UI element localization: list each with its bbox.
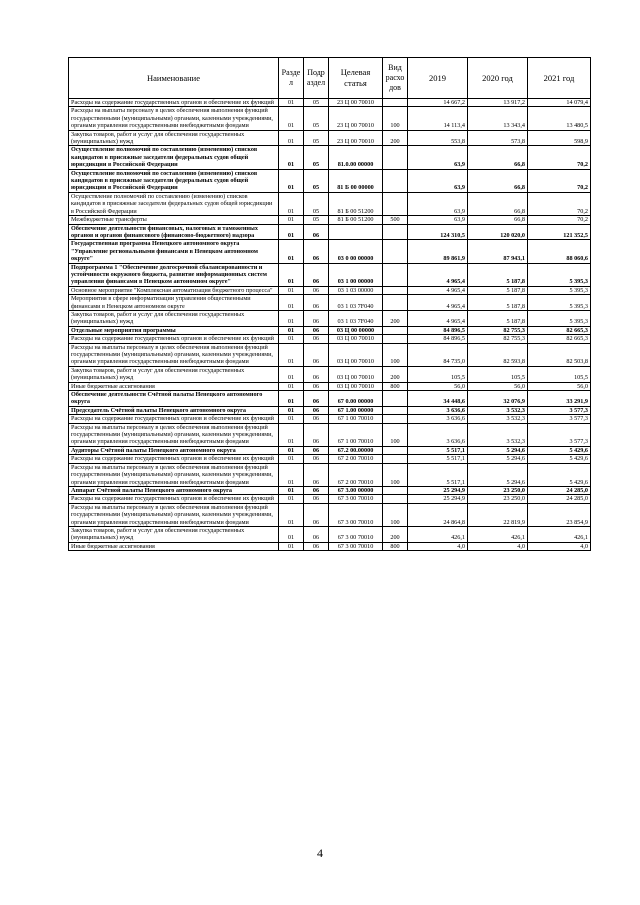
table-row <box>69 224 591 240</box>
cell-v2020: 573,8 <box>468 130 528 146</box>
cell-art: 03 Ц 00 70010 <box>329 382 383 390</box>
cell-art: 03 1 03 00000 <box>329 286 383 294</box>
cell-v2021: 70,2 <box>528 146 591 169</box>
cell-kind <box>383 326 408 334</box>
cell-v2021: 56,0 <box>528 382 591 390</box>
cell-sec: 01 <box>279 240 304 263</box>
cell-kind: 200 <box>383 526 408 542</box>
cell-art: 67.2 00.00000 <box>329 446 383 454</box>
cell-v2021: 5 395,3 <box>528 263 591 286</box>
table-row <box>69 107 591 130</box>
cell-v2020: 82 755,3 <box>468 326 528 334</box>
cell-sub: 06 <box>304 335 329 343</box>
table-row <box>69 503 591 526</box>
cell-v2020: 5 187,8 <box>468 286 528 294</box>
cell-v2021: 3 577,3 <box>528 415 591 423</box>
cell-sub: 05 <box>304 107 329 130</box>
cell-name: Расходы на выплаты персоналу в целях обеспечения выполнения функций государственными (муниципальными) органами, казенными учреждениями, органами управления государственными внебюджетными фондами <box>69 463 279 486</box>
cell-v2020: 5 294,6 <box>468 446 528 454</box>
cell-name: Аудиторы Счётной палаты Ненецкого автономного округа <box>69 446 279 454</box>
cell-v2020: 13 343,4 <box>468 107 528 130</box>
cell-name: Расходы на выплаты персоналу в целях обеспечения выполнения функций государственными (муниципальными) органами, казенными учреждениями, органами управления государственными внебюджетными фондами <box>69 343 279 366</box>
budget-table <box>68 57 591 551</box>
cell-v2019: 63,9 <box>408 216 468 224</box>
cell-v2020: 66,8 <box>468 216 528 224</box>
cell-v2021: 4,0 <box>528 542 591 550</box>
cell-v2019: 4 965,4 <box>408 263 468 286</box>
cell-kind <box>383 146 408 169</box>
cell-name: Отдельные мероприятия программы <box>69 326 279 334</box>
cell-art: 23 Ц 00 70010 <box>329 130 383 146</box>
cell-v2019: 24 864,8 <box>408 503 468 526</box>
cell-art: 03 Ц 00 00000 <box>329 326 383 334</box>
cell-v2020: 3 532,3 <box>468 423 528 446</box>
cell-v2020: 5 294,6 <box>468 463 528 486</box>
cell-v2019: 84 896,5 <box>408 326 468 334</box>
table-body <box>69 99 591 551</box>
table-row <box>69 146 591 169</box>
cell-sec: 01 <box>279 99 304 107</box>
cell-sec: 01 <box>279 224 304 240</box>
cell-name: Основное мероприятие "Комплексная автоматизация бюджетного процесса" <box>69 286 279 294</box>
table-row <box>69 286 591 294</box>
cell-v2020: 82 593,8 <box>468 343 528 366</box>
cell-sec: 01 <box>279 335 304 343</box>
table-row <box>69 382 591 390</box>
cell-kind <box>383 391 408 407</box>
cell-sub: 06 <box>304 263 329 286</box>
table-row <box>69 423 591 446</box>
cell-v2021: 23 854,9 <box>528 503 591 526</box>
cell-kind <box>383 455 408 463</box>
cell-sub: 06 <box>304 224 329 240</box>
cell-art: 67 3.00 00000 <box>329 486 383 494</box>
cell-v2020: 23 250,0 <box>468 486 528 494</box>
cell-name: Иные бюджетные ассигнования <box>69 542 279 550</box>
cell-sec: 01 <box>279 455 304 463</box>
cell-v2021: 82 665,3 <box>528 335 591 343</box>
header-kind: Вид расхо дов <box>383 58 408 99</box>
cell-sub: 06 <box>304 495 329 503</box>
cell-art: 67 3 00 70010 <box>329 526 383 542</box>
cell-sec: 01 <box>279 495 304 503</box>
cell-v2021: 5 395,3 <box>528 310 591 326</box>
table-row <box>69 366 591 382</box>
cell-sec: 01 <box>279 446 304 454</box>
cell-sec: 01 <box>279 216 304 224</box>
cell-v2020: 82 755,3 <box>468 335 528 343</box>
cell-sub: 06 <box>304 503 329 526</box>
cell-art: 67 3 00 70010 <box>329 503 383 526</box>
cell-v2021: 88 060,6 <box>528 240 591 263</box>
cell-kind <box>383 295 408 311</box>
cell-sub: 06 <box>304 486 329 494</box>
cell-name: Расходы на содержание государственных органов и обеспечение их функций <box>69 99 279 107</box>
cell-sec: 01 <box>279 310 304 326</box>
cell-v2021: 70,2 <box>528 169 591 192</box>
table-row <box>69 415 591 423</box>
cell-v2021: 5 429,6 <box>528 455 591 463</box>
table-row <box>69 295 591 311</box>
cell-name: Закупка товаров, работ и услуг для обеспечения государственных (муниципальных) нужд <box>69 366 279 382</box>
cell-kind: 200 <box>383 366 408 382</box>
cell-v2019: 63,9 <box>408 146 468 169</box>
table-row <box>69 130 591 146</box>
cell-art: 03 Ц 00 70010 <box>329 343 383 366</box>
cell-v2019: 5 517,1 <box>408 463 468 486</box>
cell-v2019: 84 735,0 <box>408 343 468 366</box>
table-row <box>69 169 591 192</box>
cell-name: Расходы на содержание государственных органов и обеспечение их функций <box>69 335 279 343</box>
cell-kind: 100 <box>383 107 408 130</box>
cell-kind <box>383 415 408 423</box>
cell-kind <box>383 446 408 454</box>
cell-v2019: 124 310,5 <box>408 224 468 240</box>
cell-kind <box>383 169 408 192</box>
header-2019: 2019 <box>408 58 468 99</box>
cell-v2021: 121 352,5 <box>528 224 591 240</box>
cell-sec: 01 <box>279 366 304 382</box>
cell-sec: 01 <box>279 130 304 146</box>
cell-name: Мероприятия в сфере информатизации управления общественными финансами в Ненецком автономном округе <box>69 295 279 311</box>
cell-art: 03 0 00 00000 <box>329 240 383 263</box>
cell-name: Закупка товаров, работ и услуг для обеспечения государственных (муниципальных) нужд <box>69 310 279 326</box>
cell-v2020: 426,1 <box>468 526 528 542</box>
cell-sec: 01 <box>279 423 304 446</box>
cell-sub: 06 <box>304 463 329 486</box>
cell-name: Закупка товаров, работ и услуг для обеспечения государственных (муниципальных) нужд <box>69 526 279 542</box>
cell-art: 23 Ц 00 70010 <box>329 99 383 107</box>
cell-sub: 05 <box>304 192 329 215</box>
table-row <box>69 343 591 366</box>
cell-v2020: 87 943,1 <box>468 240 528 263</box>
cell-art: 81.0.00 00000 <box>329 146 383 169</box>
cell-name: Аппарат Счётной палаты Ненецкого автономного округа <box>69 486 279 494</box>
table-row <box>69 326 591 334</box>
cell-kind: 800 <box>383 382 408 390</box>
cell-name: Расходы на выплаты персоналу в целях обеспечения выполнения функций государственными (муниципальными) органами, казенными учреждениями, органами управления государственными внебюджетными фондами <box>69 503 279 526</box>
cell-name: Осуществление полномочий по составлению (изменению) списков кандидатов в присяжные заседатели федеральных судов общей юрисдикции в Российской Федерации <box>69 192 279 215</box>
table-row <box>69 455 591 463</box>
cell-art: 03 Ц 00 70010 <box>329 366 383 382</box>
cell-sec: 01 <box>279 406 304 414</box>
cell-art: 03 1 00 00000 <box>329 263 383 286</box>
cell-v2021: 5 395,3 <box>528 295 591 311</box>
cell-art: 67 2 00 70010 <box>329 455 383 463</box>
cell-v2020: 66,8 <box>468 192 528 215</box>
cell-v2020: 5 187,8 <box>468 310 528 326</box>
cell-v2020: 5 294,6 <box>468 455 528 463</box>
table-header-row <box>69 58 591 99</box>
table-row <box>69 391 591 407</box>
cell-name: Обеспечение деятельности Счётной палаты Ненецкого автономного округа <box>69 391 279 407</box>
cell-art <box>329 224 383 240</box>
cell-art: 67 2 00 70010 <box>329 463 383 486</box>
cell-sub: 06 <box>304 446 329 454</box>
table-row <box>69 526 591 542</box>
table-row <box>69 486 591 494</box>
cell-kind: 100 <box>383 503 408 526</box>
cell-art: 03 Ц 00 70010 <box>329 335 383 343</box>
cell-v2020: 23 250,0 <box>468 495 528 503</box>
cell-name: Расходы на выплаты персоналу в целях обеспечения выполнения функций государственными (муниципальными) органами, казенными учреждениями, органами управления государственными внебюджетными фондами <box>69 107 279 130</box>
cell-v2019: 5 517,1 <box>408 446 468 454</box>
page-number: 4 <box>317 846 323 860</box>
cell-sec: 01 <box>279 263 304 286</box>
cell-sec: 01 <box>279 503 304 526</box>
cell-sec: 01 <box>279 107 304 130</box>
cell-v2020: 3 532,3 <box>468 415 528 423</box>
cell-sub: 06 <box>304 423 329 446</box>
cell-sec: 01 <box>279 463 304 486</box>
cell-v2020: 22 819,9 <box>468 503 528 526</box>
cell-v2019: 34 448,6 <box>408 391 468 407</box>
cell-art: 67 1 00 70010 <box>329 423 383 446</box>
cell-sub: 06 <box>304 366 329 382</box>
cell-v2019: 89 861,9 <box>408 240 468 263</box>
cell-sec: 01 <box>279 343 304 366</box>
cell-v2021: 70,2 <box>528 216 591 224</box>
cell-v2020: 66,8 <box>468 146 528 169</box>
cell-v2019: 84 896,5 <box>408 335 468 343</box>
cell-sec: 01 <box>279 169 304 192</box>
cell-sec: 01 <box>279 192 304 215</box>
cell-sub: 06 <box>304 455 329 463</box>
cell-v2019: 63,9 <box>408 169 468 192</box>
cell-v2021: 33 291,9 <box>528 391 591 407</box>
cell-kind <box>383 406 408 414</box>
cell-v2021: 24 285,0 <box>528 495 591 503</box>
cell-name: Расходы на выплаты персоналу в целях обеспечения выполнения функций государственными (муниципальными) органами, казенными учреждениями, органами управления государственными внебюджетными фондами <box>69 423 279 446</box>
cell-v2020: 5 187,8 <box>468 263 528 286</box>
cell-sub: 06 <box>304 526 329 542</box>
cell-sub: 05 <box>304 169 329 192</box>
header-2021: 2021 год <box>528 58 591 99</box>
cell-v2019: 105,5 <box>408 366 468 382</box>
cell-sub: 05 <box>304 99 329 107</box>
cell-name: Подпрограмма 1 "Обеспечение долгосрочной сбалансированности и устойчивости окружного бюджета, развитие информационных систем управления финансами в Ненецком автономном округе" <box>69 263 279 286</box>
cell-art: 81 Б 00 51200 <box>329 216 383 224</box>
cell-v2019: 63,9 <box>408 192 468 215</box>
cell-art: 23 Ц 00 70010 <box>329 107 383 130</box>
cell-v2021: 82 503,8 <box>528 343 591 366</box>
header-name: Наименование <box>69 58 279 99</box>
table-row <box>69 99 591 107</box>
cell-v2021: 14 079,4 <box>528 99 591 107</box>
cell-v2019: 426,1 <box>408 526 468 542</box>
cell-sec: 01 <box>279 415 304 423</box>
cell-kind <box>383 224 408 240</box>
cell-kind: 100 <box>383 463 408 486</box>
cell-v2019: 4 965,4 <box>408 286 468 294</box>
cell-kind: 800 <box>383 542 408 550</box>
cell-sec: 01 <box>279 382 304 390</box>
table-row <box>69 263 591 286</box>
cell-v2019: 14 667,2 <box>408 99 468 107</box>
cell-name: Расходы на содержание государственных органов и обеспечение их функций <box>69 415 279 423</box>
cell-v2019: 553,8 <box>408 130 468 146</box>
cell-v2020: 105,5 <box>468 366 528 382</box>
cell-sec: 01 <box>279 542 304 550</box>
cell-sub: 06 <box>304 406 329 414</box>
cell-v2021: 82 665,3 <box>528 326 591 334</box>
cell-name: Осуществление полномочий по составлению (изменению) списков кандидатов в присяжные заседатели федеральных судов общей юрисдикции в Российской Федерации <box>69 146 279 169</box>
table-row <box>69 542 591 550</box>
cell-sub: 06 <box>304 326 329 334</box>
cell-sub: 06 <box>304 542 329 550</box>
cell-v2019: 4 965,4 <box>408 310 468 326</box>
cell-v2020: 32 076,9 <box>468 391 528 407</box>
cell-name: Осуществление полномочий по составлению (изменению) списков кандидатов в присяжные заседатели федеральных судов общей юрисдикции в Российской Федерации <box>69 169 279 192</box>
table-row <box>69 495 591 503</box>
cell-v2019: 3 636,6 <box>408 423 468 446</box>
cell-art: 67 1.00 00000 <box>329 406 383 414</box>
cell-art: 03 1 03 7F040 <box>329 295 383 311</box>
header-2020: 2020 год <box>468 58 528 99</box>
cell-sub: 05 <box>304 130 329 146</box>
cell-kind: 200 <box>383 310 408 326</box>
cell-sec: 01 <box>279 286 304 294</box>
cell-sec: 01 <box>279 526 304 542</box>
cell-sec: 01 <box>279 391 304 407</box>
table-row <box>69 446 591 454</box>
cell-v2019: 5 517,1 <box>408 455 468 463</box>
cell-sub: 06 <box>304 415 329 423</box>
cell-kind <box>383 192 408 215</box>
cell-sec: 01 <box>279 326 304 334</box>
cell-name: Расходы на содержание государственных органов и обеспечение их функций <box>69 455 279 463</box>
table-row <box>69 406 591 414</box>
header-subsection: Подр аздел <box>304 58 329 99</box>
cell-kind <box>383 486 408 494</box>
table-row <box>69 463 591 486</box>
cell-kind: 100 <box>383 343 408 366</box>
cell-v2021: 3 577,3 <box>528 423 591 446</box>
cell-art: 03 1 03 7F040 <box>329 310 383 326</box>
cell-v2021: 13 480,5 <box>528 107 591 130</box>
cell-art: 67 0.00 00000 <box>329 391 383 407</box>
cell-v2020: 13 917,2 <box>468 99 528 107</box>
cell-kind <box>383 495 408 503</box>
cell-v2020: 66,8 <box>468 169 528 192</box>
table-row <box>69 335 591 343</box>
cell-kind: 500 <box>383 216 408 224</box>
cell-sec: 01 <box>279 295 304 311</box>
table-row <box>69 192 591 215</box>
cell-v2020: 120 020,0 <box>468 224 528 240</box>
cell-sec: 01 <box>279 146 304 169</box>
cell-art: 67 1 00 70010 <box>329 415 383 423</box>
table-row <box>69 216 591 224</box>
cell-v2021: 426,1 <box>528 526 591 542</box>
cell-v2021: 5 429,6 <box>528 446 591 454</box>
cell-sub: 05 <box>304 146 329 169</box>
cell-sub: 06 <box>304 343 329 366</box>
cell-art: 81 Б 00 00000 <box>329 169 383 192</box>
cell-kind <box>383 335 408 343</box>
cell-v2020: 3 532,3 <box>468 406 528 414</box>
table-row <box>69 310 591 326</box>
cell-v2021: 3 577,3 <box>528 406 591 414</box>
cell-v2019: 14 113,4 <box>408 107 468 130</box>
cell-kind <box>383 286 408 294</box>
cell-v2020: 56,0 <box>468 382 528 390</box>
cell-v2021: 5 395,3 <box>528 286 591 294</box>
cell-name: Межбюджетные трансферты <box>69 216 279 224</box>
cell-kind: 100 <box>383 423 408 446</box>
cell-sub: 05 <box>304 216 329 224</box>
cell-sec: 01 <box>279 486 304 494</box>
cell-name: Иные бюджетные ассигнования <box>69 382 279 390</box>
cell-kind <box>383 240 408 263</box>
cell-sub: 06 <box>304 240 329 263</box>
cell-v2020: 4,0 <box>468 542 528 550</box>
cell-v2019: 56,0 <box>408 382 468 390</box>
cell-v2021: 5 429,6 <box>528 463 591 486</box>
cell-v2021: 105,5 <box>528 366 591 382</box>
cell-v2019: 4,0 <box>408 542 468 550</box>
cell-name: Обеспечение деятельности финансовых, налоговых и таможенных органов и органов финансового (финансово-бюджетного) надзора <box>69 224 279 240</box>
cell-sub: 06 <box>304 295 329 311</box>
cell-name: Закупка товаров, работ и услуг для обеспечения государственных (муниципальных) нужд <box>69 130 279 146</box>
cell-v2019: 25 294,9 <box>408 486 468 494</box>
cell-v2019: 3 636,6 <box>408 415 468 423</box>
cell-kind <box>383 263 408 286</box>
cell-art: 67 3 00 70010 <box>329 495 383 503</box>
cell-v2021: 24 285,0 <box>528 486 591 494</box>
table-row <box>69 240 591 263</box>
cell-v2020: 5 187,8 <box>468 295 528 311</box>
cell-sub: 06 <box>304 382 329 390</box>
cell-v2019: 25 294,9 <box>408 495 468 503</box>
cell-art: 67 3 00 70010 <box>329 542 383 550</box>
cell-name: Государственная программа Ненецкого автономного округа "Управление региональными финансами в Ненецком автономном округе" <box>69 240 279 263</box>
cell-kind <box>383 99 408 107</box>
cell-sub: 06 <box>304 391 329 407</box>
cell-name: Расходы на содержание государственных органов и обеспечение их функций <box>69 495 279 503</box>
cell-sub: 06 <box>304 286 329 294</box>
cell-sub: 06 <box>304 310 329 326</box>
cell-v2021: 70,2 <box>528 192 591 215</box>
cell-name: Председатель Счётной палаты Ненецкого автономного округа <box>69 406 279 414</box>
header-article: Целевая статья <box>329 58 383 99</box>
cell-art: 81 Б 00 51200 <box>329 192 383 215</box>
cell-v2021: 598,9 <box>528 130 591 146</box>
cell-v2019: 4 965,4 <box>408 295 468 311</box>
cell-kind: 200 <box>383 130 408 146</box>
header-section: Разде л <box>279 58 304 99</box>
cell-v2019: 3 636,6 <box>408 406 468 414</box>
